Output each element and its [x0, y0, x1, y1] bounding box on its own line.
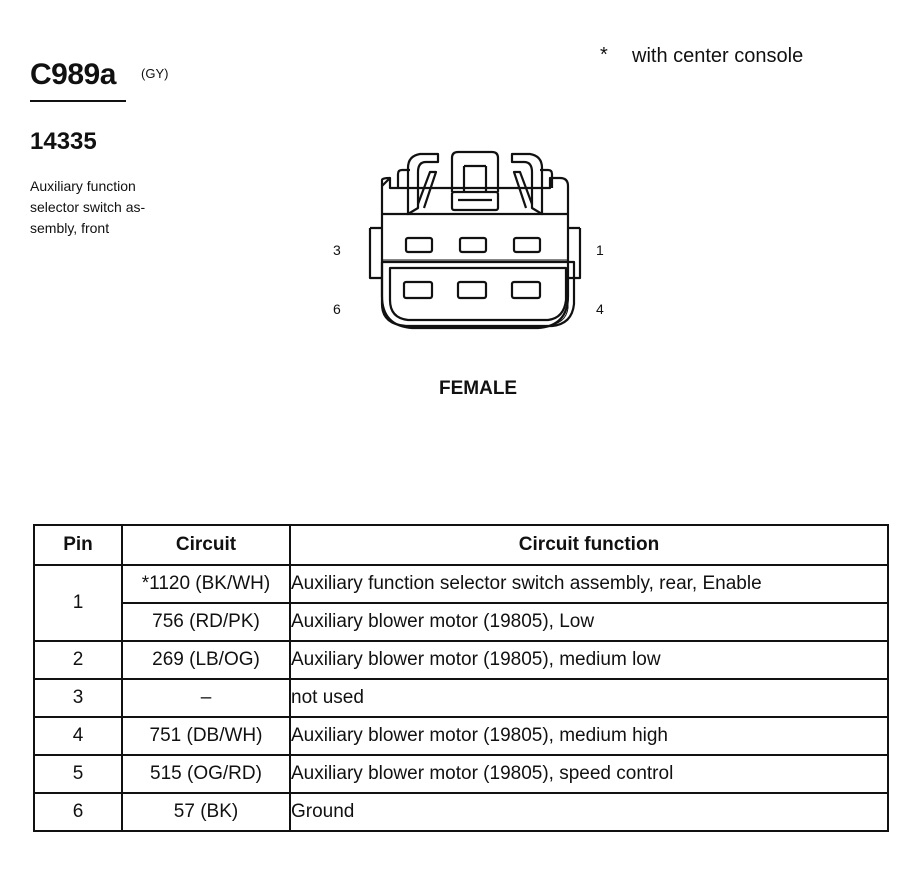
- cell-pin: 2: [34, 641, 122, 679]
- table-row: [34, 603, 888, 641]
- table-header-row: [34, 525, 888, 565]
- connector-latch-left: [408, 154, 438, 214]
- terminal-4: [512, 282, 540, 298]
- cell-circuit: 269 (LB/OG): [122, 641, 290, 679]
- cell-pin: 5: [34, 755, 122, 793]
- header-circuit: Circuit: [122, 525, 290, 565]
- pinout-table: [33, 524, 889, 832]
- part-description-line: selector switch as-: [30, 199, 146, 215]
- terminal-6: [404, 282, 432, 298]
- pin-label-6: 6: [333, 301, 341, 317]
- cell-function: Ground: [290, 793, 888, 831]
- table-row: [34, 717, 888, 755]
- table-row: [34, 755, 888, 793]
- cell-pin: 6: [34, 793, 122, 831]
- cell-circuit: *1120 (BK/WH): [122, 565, 290, 603]
- table-row: [34, 793, 888, 831]
- cell-pin: 3: [34, 679, 122, 717]
- table-row: [34, 641, 888, 679]
- header-circuit-function: Circuit function: [290, 525, 888, 565]
- footnote-symbol: *: [600, 44, 608, 66]
- terminal-3: [406, 238, 432, 252]
- cell-circuit: 515 (OG/RD): [122, 755, 290, 793]
- cell-pin: 4: [34, 717, 122, 755]
- connector-latch-right: [512, 154, 542, 214]
- cell-function: Auxiliary blower motor (19805), Low: [290, 603, 888, 641]
- terminal-2: [460, 238, 486, 252]
- table-row: [34, 679, 888, 717]
- pin-label-4: 4: [596, 301, 604, 317]
- table-row: [34, 565, 888, 603]
- terminal-1: [514, 238, 540, 252]
- pin-label-1: 1: [596, 242, 604, 258]
- cell-circuit: –: [122, 679, 290, 717]
- connector-face-diagram: [360, 148, 590, 338]
- cell-function: Auxiliary function selector switch assembly, rear, Enable: [290, 565, 888, 603]
- part-number: 14335: [30, 128, 97, 155]
- cell-pin: 1: [34, 565, 122, 641]
- connector-id: C989a: [30, 58, 116, 91]
- connector-gender-label: FEMALE: [439, 378, 518, 399]
- footnote-text: with center console: [632, 45, 804, 67]
- cell-function: Auxiliary blower motor (19805), speed control: [290, 755, 888, 793]
- connector-lock-tab: [452, 152, 498, 192]
- part-description-line: Auxiliary function: [30, 178, 136, 194]
- cell-function: not used: [290, 679, 888, 717]
- part-description-line: sembly, front: [30, 220, 110, 236]
- cell-function: Auxiliary blower motor (19805), medium low: [290, 641, 888, 679]
- cell-circuit: 57 (BK): [122, 793, 290, 831]
- header-pin: Pin: [34, 525, 122, 565]
- connector-id-underline: [30, 100, 126, 102]
- pin-label-3: 3: [333, 242, 341, 258]
- cell-circuit: 756 (RD/PK): [122, 603, 290, 641]
- cell-circuit: 751 (DB/WH): [122, 717, 290, 755]
- cell-function: Auxiliary blower motor (19805), medium high: [290, 717, 888, 755]
- terminal-5: [458, 282, 486, 298]
- part-description: [30, 176, 180, 239]
- connector-color-code: (GY): [141, 66, 169, 81]
